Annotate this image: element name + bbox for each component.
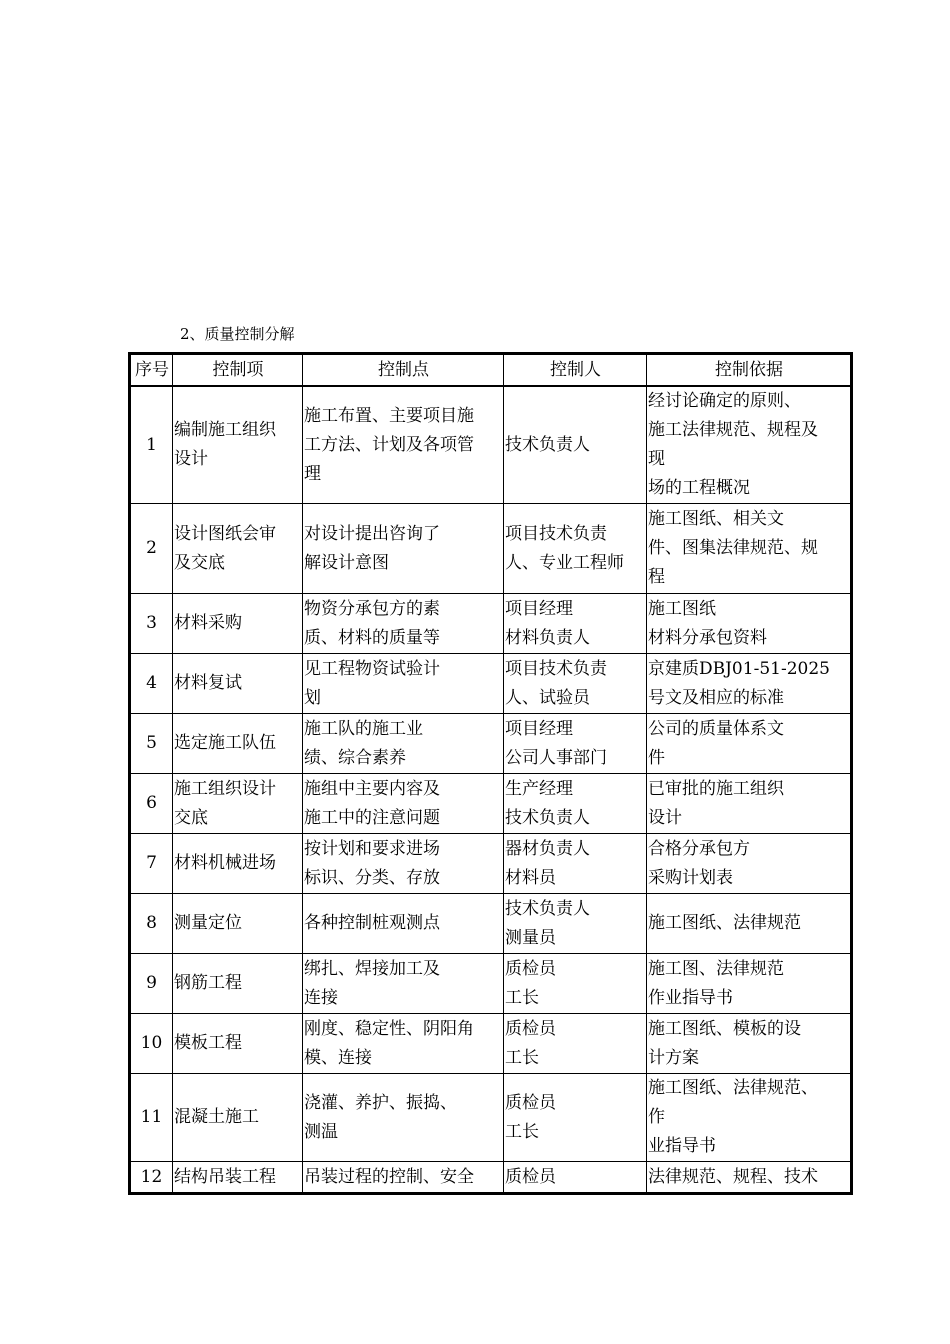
- cell-item: [173, 1074, 303, 1162]
- cell-basis: [647, 894, 852, 954]
- cell-line: 现: [648, 449, 665, 469]
- cell-line: 公司人事部门: [505, 747, 607, 768]
- cell-line: 材料分承包资料: [648, 627, 767, 648]
- row-number: 1: [130, 386, 173, 504]
- cell-line: 施工图纸: [648, 598, 716, 619]
- cell-line: 材料机械进场: [174, 853, 276, 873]
- header-no: 序号: [130, 354, 173, 387]
- cell-point: [303, 714, 504, 774]
- cell-person: [504, 1162, 647, 1194]
- cell-line: 绩、综合素养: [304, 747, 406, 768]
- table-row: [130, 654, 852, 714]
- cell-line: 合格分承包方: [648, 838, 750, 859]
- cell-line: 施工中的注意问题: [304, 807, 440, 828]
- table-body: [130, 386, 852, 1194]
- cell-line: 件: [648, 747, 665, 768]
- cell-person: [504, 714, 647, 774]
- table-row: [130, 1162, 852, 1194]
- cell-person: [504, 654, 647, 714]
- cell-line: 法律规范、规程、技术: [648, 1166, 818, 1187]
- cell-basis: [647, 1014, 852, 1074]
- cell-line: 人、试验员: [505, 687, 590, 708]
- cell-line: 钢筋工程: [174, 973, 242, 993]
- table-row: [130, 1074, 852, 1162]
- cell-line: 材料员: [505, 867, 556, 888]
- cell-item: [173, 504, 303, 594]
- cell-line: 模、连接: [304, 1047, 372, 1068]
- row-number: 4: [130, 654, 173, 714]
- table-row: [130, 504, 852, 594]
- cell-person: [504, 386, 647, 504]
- cell-line: 项目技术负责: [505, 658, 607, 679]
- cell-line: 测量员: [505, 927, 556, 948]
- cell-item: [173, 654, 303, 714]
- cell-line: 连接: [304, 987, 338, 1008]
- cell-line: 号文及相应的标准: [648, 687, 784, 708]
- table-row: [130, 954, 852, 1014]
- cell-person: [504, 954, 647, 1014]
- cell-person: [504, 504, 647, 594]
- cell-line: 采购计划表: [648, 867, 733, 888]
- cell-person: [504, 594, 647, 654]
- cell-basis: [647, 954, 852, 1014]
- cell-line: 模板工程: [174, 1033, 242, 1053]
- cell-line: 质检员: [505, 1166, 556, 1187]
- cell-line: 业指导书: [648, 1136, 716, 1156]
- cell-point: [303, 594, 504, 654]
- cell-point: [303, 386, 504, 504]
- cell-line: 材料复试: [174, 673, 242, 693]
- row-number: 9: [130, 954, 173, 1014]
- cell-line: 施工图纸、法律规范、: [648, 1078, 818, 1098]
- cell-line: 对设计提出咨询了: [304, 523, 440, 544]
- cell-line: 作: [648, 1107, 665, 1127]
- cell-line: 测温: [304, 1121, 338, 1142]
- cell-line: 器材负责人: [505, 838, 590, 859]
- table-row: [130, 1014, 852, 1074]
- cell-line: 施工图纸、法律规范: [648, 913, 801, 933]
- cell-line: 设计图纸会审: [174, 523, 276, 544]
- cell-person: [504, 774, 647, 834]
- cell-line: 施组中主要内容及: [304, 778, 440, 799]
- cell-line: 质、材料的质量等: [304, 627, 440, 648]
- cell-line: 施工队的施工业: [304, 718, 423, 739]
- cell-item: [173, 594, 303, 654]
- cell-line: 材料采购: [174, 613, 242, 633]
- cell-line: 公司的质量体系文: [648, 718, 784, 739]
- cell-line: 项目技术负责: [505, 523, 607, 544]
- cell-line: 各种控制桩观测点: [304, 913, 440, 933]
- cell-person: [504, 1074, 647, 1162]
- cell-item: [173, 386, 303, 504]
- cell-line: 作业指导书: [648, 987, 733, 1008]
- table-row: [130, 834, 852, 894]
- cell-line: 设计: [648, 807, 682, 828]
- cell-item: [173, 1014, 303, 1074]
- row-number: 10: [130, 1014, 173, 1074]
- cell-basis: [647, 774, 852, 834]
- cell-line: 混凝土施工: [174, 1107, 259, 1127]
- header-item: 控制项: [173, 354, 303, 387]
- cell-basis: [647, 654, 852, 714]
- cell-line: 施工法律规范、规程及: [648, 420, 818, 440]
- cell-line: 施工图、法律规范: [648, 958, 784, 979]
- cell-line: 项目经理: [505, 718, 573, 739]
- cell-person: [504, 894, 647, 954]
- cell-line: 已审批的施工组织: [648, 778, 784, 799]
- cell-basis: [647, 834, 852, 894]
- cell-basis: [647, 1074, 852, 1162]
- cell-line: 京建质DBJ01-51-2025: [648, 658, 830, 679]
- cell-line: 划: [304, 687, 321, 708]
- cell-person: [504, 1014, 647, 1074]
- cell-line: 经讨论确定的原则、: [648, 391, 801, 411]
- cell-line: 编制施工组织: [174, 420, 276, 440]
- cell-point: [303, 774, 504, 834]
- table-row: [130, 894, 852, 954]
- row-number: 8: [130, 894, 173, 954]
- cell-item: [173, 954, 303, 1014]
- cell-line: 施工图纸、模板的设: [648, 1018, 801, 1039]
- cell-item: [173, 714, 303, 774]
- cell-line: 项目经理: [505, 598, 573, 619]
- cell-line: 刚度、稳定性、阴阳角: [304, 1018, 474, 1039]
- cell-line: 结构吊装工程: [174, 1166, 276, 1187]
- cell-line: 施工布置、主要项目施: [304, 405, 474, 426]
- cell-line: 生产经理: [505, 778, 573, 799]
- cell-line: 按计划和要求进场: [304, 838, 440, 859]
- cell-line: 测量定位: [174, 913, 242, 933]
- cell-line: 设计: [174, 449, 208, 469]
- section-title: 2、质量控制分解: [180, 325, 295, 343]
- cell-item: [173, 1162, 303, 1194]
- cell-line: 程: [648, 567, 665, 587]
- cell-item: [173, 834, 303, 894]
- cell-line: 施工组织设计: [174, 778, 276, 799]
- cell-line: 材料负责人: [505, 627, 590, 648]
- cell-basis: [647, 386, 852, 504]
- header-point: 控制点: [303, 354, 504, 387]
- table-row: [130, 386, 852, 504]
- cell-line: 质检员: [505, 1092, 556, 1113]
- cell-line: 物资分承包方的素: [304, 598, 440, 619]
- cell-line: 绑扎、焊接加工及: [304, 958, 440, 979]
- cell-item: [173, 894, 303, 954]
- table-row: [130, 774, 852, 834]
- cell-line: 理: [304, 463, 321, 484]
- cell-line: 质检员: [505, 1018, 556, 1039]
- cell-line: 解设计意图: [304, 552, 389, 573]
- cell-line: 吊装过程的控制、安全: [304, 1166, 474, 1187]
- cell-line: 及交底: [174, 552, 225, 573]
- cell-item: [173, 774, 303, 834]
- cell-line: 选定施工队伍: [174, 733, 276, 753]
- row-number: 3: [130, 594, 173, 654]
- cell-point: [303, 504, 504, 594]
- cell-line: 浇灌、养护、振捣、: [304, 1092, 457, 1113]
- cell-line: 技术负责人: [505, 434, 590, 455]
- cell-line: 件、图集法律规范、规: [648, 538, 818, 558]
- row-number: 5: [130, 714, 173, 774]
- cell-line: 工长: [505, 1121, 539, 1142]
- cell-point: [303, 834, 504, 894]
- cell-basis: [647, 714, 852, 774]
- cell-line: 工方法、计划及各项管: [304, 434, 474, 455]
- cell-point: [303, 1074, 504, 1162]
- cell-line: 场的工程概况: [648, 478, 750, 498]
- cell-point: [303, 654, 504, 714]
- cell-line: 交底: [174, 807, 208, 828]
- cell-line: 工长: [505, 987, 539, 1008]
- table-row: [130, 714, 852, 774]
- cell-line: 计方案: [648, 1047, 699, 1068]
- table-header-row: [130, 354, 852, 387]
- cell-line: 标识、分类、存放: [304, 867, 440, 888]
- cell-point: [303, 954, 504, 1014]
- row-number: 7: [130, 834, 173, 894]
- cell-point: [303, 1014, 504, 1074]
- cell-point: [303, 1162, 504, 1194]
- header-basis: 控制依据: [647, 354, 852, 387]
- table-row: [130, 594, 852, 654]
- cell-line: 质检员: [505, 958, 556, 979]
- cell-line: 施工图纸、相关文: [648, 509, 784, 529]
- cell-basis: [647, 1162, 852, 1194]
- cell-line: 工长: [505, 1047, 539, 1068]
- row-number: 12: [130, 1162, 173, 1194]
- row-number: 6: [130, 774, 173, 834]
- cell-line: 技术负责人: [505, 807, 590, 828]
- cell-line: 人、专业工程师: [505, 552, 624, 573]
- cell-line: 技术负责人: [505, 898, 590, 919]
- row-number: 11: [130, 1074, 173, 1162]
- cell-point: [303, 894, 504, 954]
- row-number: 2: [130, 504, 173, 594]
- cell-person: [504, 834, 647, 894]
- quality-control-table: [128, 352, 853, 1195]
- cell-basis: [647, 504, 852, 594]
- cell-basis: [647, 594, 852, 654]
- cell-line: 见工程物资试验计: [304, 658, 440, 679]
- header-person: 控制人: [504, 354, 647, 387]
